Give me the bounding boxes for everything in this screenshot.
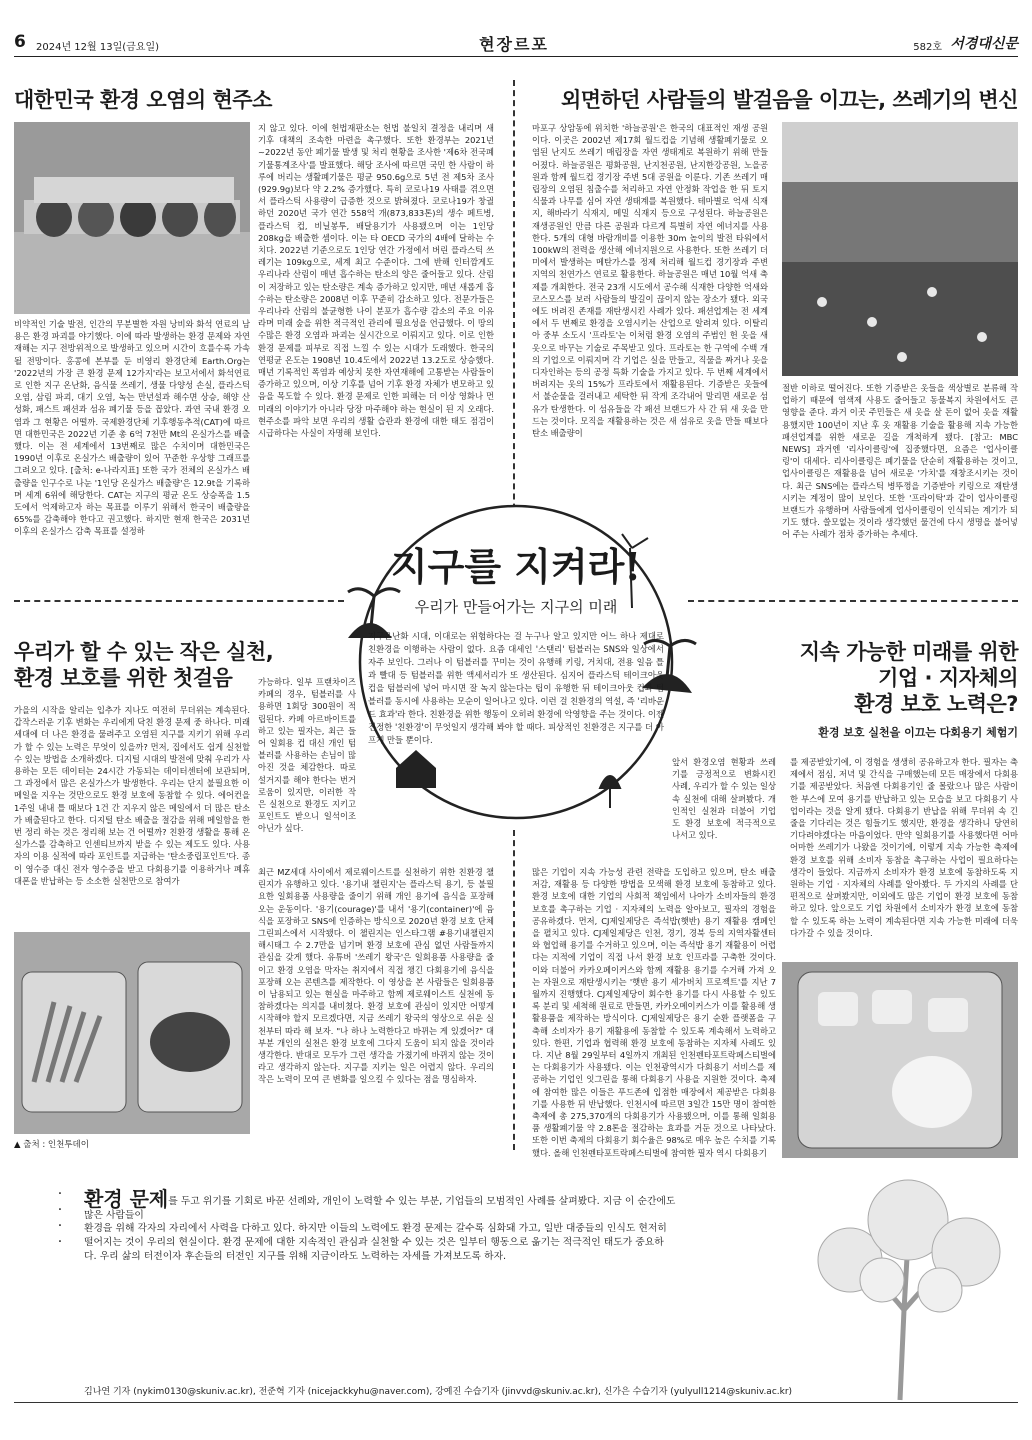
- feature-title: 지구를 지켜라!: [390, 544, 642, 589]
- feature-subtitle: 우리가 만들어가는 지구의 미래: [414, 598, 618, 616]
- article3-text-col2: 최근 MZ세대 사이에서 제로웨이스트를 실천하기 위한 친환경 챌린지가 유행하고 있다. '용기내 챌린지'는 플라스틱 용기, 등 불필요한 일회용품 사용량을 줄이기 위해 개인 용기에 음식을 포장해 오는 운동이다. '용기(courage)'를 내서 '용기(container)'에 음식을 포장하고 SNS에 인증하는 방식으로 2020년 환경 보호 단체 그린피스에서 시작됐다. 이 챌린지는 인스타그램 #용기내챌린지 해시태그 수 2.7만을 넘기며 환경 보호에 관심 없던 사람들까지 관심을 갖게 했다. 유튜버 '쓰레기 왕국'은 일회용품 사용량을 줄이고 환경 오염을 막자는 취지에서 직접 챙긴 다회용기에 음식을 포장해 오는 콘텐츠를 제작한다. 이 영상을 본 사람들은 일회용품이 남용되고 있는 현실을 마주하고 함께 제로웨이스트 실천에 동참하겠다는 의지를 내비쳤다. 환경 보호에 관심이 있지만 어떻게 시작해야 할지 모르겠다면, 지금 쓰레기 왕국의 영상으로 쉬운 실천부터 따라 해 보자. "나 하나 노력한다고 바뀌는 게 있겠어?" 대부분 개인의 실천은 환경 보호에 그다지 도움이 되지 않을 것이라 생각한다. 반대로 모두가 그런 생각을 가졌기에 바뀌지 않는 것이라고 생각하지 않는다. 지구를 지키는 일은 어렵지 않다. 우리의 작은 노력이 모여 큰 변화를 일으킬 수 있다는 점을 명심하자.: [258, 867, 494, 1085]
- closing-lead: [84, 1187, 676, 1223]
- column-divider-bottom: [513, 830, 515, 1150]
- article4-headline-line1: 지속 가능한 미래를 위한: [799, 640, 1018, 664]
- article3-photo-caption: ▲ 출처 : 인천투데이: [14, 1140, 89, 1150]
- article2-photo: [782, 122, 1018, 376]
- closing-lead-word: 환경 문제: [84, 1187, 169, 1211]
- row-divider-right: [688, 600, 1018, 602]
- article4-headline-line3: 환경 보호 노력은?: [854, 692, 1018, 716]
- feature-body: 지구온난화 시대, 이대로는 위험하다는 걸 누구나 알고 있지만 어느 하나 제대로 친환경을 이행하는 사람이 없다. 요즘 대세인 '스탠리' 텀블러는 SNS와 일상에서 자주 보인다. 그러나 이 텀블러를 꾸미는 것이 유행해 키링, 거치대, 전용 일음 틀과 빨대 등 텀블러를 위한 액세서리가 또 생산된다. 심지어 플라스틱 테이크아웃 컵을 텀블러에 넣어 마시면 잘 녹지 않는다는 팁이 유행한 뒤 테이크아웃 컵과 텀블러를 동시에 사용하는 모순이 일어나고 있다. 이런 걸 친환경의 역설, 즉 '리바운드 효과'라 한다. 친환경을 위한 행동이 오히려 환경에 악영향을 주는 것이다. 이젠 진정한 '친환경'이 무엇일지 생각해 봐야 할 때다. 피상적인 친환경은 지구를 더 아프게 만들 뿐이다.: [368, 631, 664, 745]
- article4-text-col1: 많은 기업이 지속 가능성 관련 전략을 도입하고 있으며, 탄소 배출 저감, 재활용 등 다양한 방법을 모색해 환경 보호에 동참하고 있다. 환경 보호에 대한 기업의 사회적 책임에서 나아가 소비자들의 환경 보호를 촉구하는 기업 · 지자체의 노력을 알아보고, 필자의 경험을 공유하겠다. 먼저, CJ제일제당은 즉석밥(햇반) 용기 재활용 캠페인을 펼치고 있다. CJ제일제당은 인천, 경기, 경북 등의 지역자활센터와 협업해 용기를 수거하고 있으며, 이는 즉석밥 용기 재활용이 어렵다는 지적에 기업이 직접 나서 환경 보호 인프라를 구축한 것이다. 이와 더불어 카카오페이커스와 함께 재활용 용기를 수거해 가져 오는 자원으로 재탄생시키는 '햇반 용기 세가버치 프로젝트'를 지난 7월까지 진행했다. CJ제일제당이 회수한 용기를 다시 사용할 수 있도록 분리 및 세척해 원료로 만들면, 카카오메이커스가 이를 활용해 생활용품을 제작하는 방식이다. CJ제일제당은 용기 순환 플랫폼을 구축해 소비자가 용기 재활용에 동참할 수 있도록 계속해서 노력하고 있다. 한편, 기업과 협력해 환경 보호에 동참하는 지자체 사례도 있다. 지난 8월 29일부터 4일까지 개최된 인천펜타포트락페스티벌에는 다회용기가 사용됐다. 이는 인천광역시가 다회용기 서비스를 제공하는 기업인 잇그린을 통해 다회용기 사용을 지원한 것이다. 축제에 참여한 많은 이들은 푸드존에 입점한 매장에서 제공받은 다회용기를 사용한 뒤 반납했다. 인천시에 따르면 3일간 15만 명이 참여한 축제에 총 275,370개의 다회용기가 사용됐으며, 이를 통해 일회용품 생활폐기물 약 2.8톤을 절감하는 효과를 거둔 것으로 나타났다. 또한 이번 축제의 다회용기 회수율은 98%로 매우 높은 수치를 기록했다. 올해 인천펜타포트락페스티벌에 참여한 필자 역시 다회용기: [532, 867, 776, 1158]
- row-divider-left: [14, 600, 344, 602]
- photo-floor: [14, 232, 250, 314]
- flower-2: [867, 317, 877, 327]
- fruit-1: [818, 992, 858, 1026]
- trash-pile: [34, 177, 234, 203]
- flower-3: [927, 287, 937, 297]
- closing-lead-rest: 를 두고 위기를 기회로 바꾼 선례와, 개인이 노력할 수 있는 부분, 기업들의 모범적인 사례를 살펴봤다. 지금 이 순간에도 많은 사람들이: [84, 1196, 676, 1221]
- article3-text-col1: 가을의 시작을 알리는 입추가 지나도 여전히 무더위는 계속된다. 갑작스러운 기후 변화는 우리에게 닥친 환경 문제 중 하나다. 미래 세대에 더 나은 환경을 물려주고 오염된 지구를 지키기 위해 우리가 할 수 있는 노력은 무엇이 있을까? 먼저, 집에서도 쉽게 실천할 수 있는 방법을 소개하겠다. 디지털 시대의 발전에 맞춰 우리가 사용하는 모든 데이터는 24시간 가동되는 데이터센터에 보관되며, 그 과정에서 많은 온실가스가 발생한다. 우리는 단지 불필요한 이메일을 지우는 것만으로도 환경 보호에 동참할 수 있다. 에어컨을 1주일 내내 틀 때보다 1건 간 지우지 않은 메일에서 더 많은 탄소가 배출된다고 한다. 디지털 탄소 배출을 절감을 위해 메일함을 한 번 정리 하는 것은 정리해 보는 건 어떨까? 친환경 생활을 통해 온실가스를 감축하고 인센티브까지 받을 수 있는 제도도 있다. 사용자의 이용 실적에 따라 포인트를 지급하는 '탄소중립포인트'다. 종이 영수증 대신 전자 영수증을 받고 다회용기를 이용하거나 폐휴대폰을 반납하는 등 소소한 실천만으로 참여가: [14, 705, 250, 886]
- flower-1: [817, 297, 827, 307]
- article1-text-col2: 지 않고 있다. 이에 헌법재판소는 헌법 불일치 결정을 내리며 새 기후 대책의 조속한 마련을 촉구했다. 또한 환경부는 2021년~2022년 동안 폐기물 발생 및 처리 현황을 조사한 '제6차 전국폐기물통계조사'를 발표했다. 해당 조사에 따르면 국민 한 사람이 하루에 버리는 생활폐기물은 평균 950.6g으로 5년 전 제5차 조사(929.9g)보다 약 2.2% 증가했다. 특히 코로나19 사태를 겪으면서 플라스틱 사용량이 급증한 것으로 밝혀졌다. 코로나19가 창궐하던 2020년 국가 연간 558억 개(873,833톤)의 생수 페트병, 플라스틱 컵, 비닐봉투, 배달용기가 사용됐으며 이는 1인당 208kg을 배출한 셈이다. 이는 타 OECD 국가의 4배에 달하는 수치다. 2022년 기준으로도 1인당 연간 가정에서 버린 플라스틱 쓰레기는 109kg으로, 세계 최고 수준이다. 그에 반해 인터깜게도 우리나라 산림이 매년 흡수하는 탄소의 양은 줄어들고 있다. 산림이 저장하고 있는 탄소량은 계속 증가하고 있지만, 매년 새롭게 흡수하는 탄소량은 2008년 이후 꾸준히 감소하고 있다. 전문가들은 우리나라 산림의 불균형한 나이 분포가 흡수량 감소의 주요 이유라며 미래 숲을 위한 적극적인 관리에 필요성을 언급했다. 이 땅의 수많은 환경 오염과 파괴는 실시간으로 이뤄지고 있다. 이로 인한 환경 문제를 피부로 직접 느낄 수 있는 시대가 도래했다. 한국의 연평균 온도는 1908년 10.4도에서 2022년 13.2도로 상승했다. 매년 기록적인 폭염과 예상치 못한 자연재해에 고통받는 사람들이 증가하고 있으며, 이상 기후를 넘어 기후 환경 자체가 변모하고 있음을 목도할 수 있다. 환경 문제로 인한 피해는 더 이상 영화나 먼 미래의 이야기가 아니라 당장 마주해야 하는 현실이 된 지 오래다. 현주소를 파악 보면 우리의 생활 습관과 환경에 대한 태도 점검이 시급하다는 사실이 자명해 보인다.: [258, 123, 494, 439]
- fruit-2: [872, 990, 912, 1024]
- article1-headline: 대한민국 환경 오염의 현주소: [14, 88, 272, 112]
- leaf-cluster: [860, 1258, 904, 1302]
- article3-headline-line1: 우리가 할 수 있는 작은 실천,: [14, 640, 274, 664]
- byline: 김나연 기자 (nykim0130@skuniv.ac.kr), 전준혁 기자 (nicejackkyhu@naver.com), 강예진 수습기자 (jinvvd@skuniv.ac.kr), 신가은 수습기자 (yulyull1214@skuniv.ac.kr): [84, 1387, 793, 1397]
- closing-body: 환경을 위해 각자의 자리에서 사력을 다하고 있다. 하지만 이들의 노력에도 환경 문제는 갈수록 심화돼 가고, 일반 대중들의 인식도 현저히 떨어지는 것이 우리의 현실이다. 환경 문제에 대한 지속적인 관심과 실천할 수 있는 것은 일부터 행동으로 옮기는 적극적인 태도가 중요하다. 우리 삶의 터전이자 후손들의 터전인 지구를 위해 지금이라도 노력하는 자세를 가져보도록 하자.: [84, 1223, 667, 1262]
- photo-reeds: [782, 182, 1018, 262]
- article4-text-col2: 를 제공받았기에, 이 경험을 생생히 공유하고자 한다. 필자는 축제에서 점심, 저녁 및 간식을 구매했는데 모든 매장에서 다회용기를 제공받았다. 처음엔 다회용기인 줄 몰랐으나 많은 사람이 한 부스에 모여 용기를 반납하고 있는 모습을 보고 다회용기 사업이라는 것을 알게 됐다. 다회용기 반납을 위해 무더위 속 긴 줄을 기다리는 것은 힘들기도 했지만, 환경을 생각하니 당연히 기다려야겠다는 마음이었다. 만약 일회용기를 사용했다면 어마어마한 쓰레기가 나왔을 것이기에, 이렇게 지속 가능한 축제에 환경 보호를 위해 소비자 동참을 촉구하는 사업이 필요하다는 생각이 들었다. 지금까지 소비자가 환경 보호에 동참하도록 지원하는 기업 · 지자체의 사례를 알아봤다. 두 가지의 사례를 단편적으로 살펴봤지만, 이외에도 많은 기업이 환경 보호에 동참하고 있다. 앞으로도 기업 차원에서 소비자가 환경 보호에 동참할 수 있도록 하는 노력이 계속된다면 지속 가능한 미래에 더욱 다가갈 수 있을 것이다.: [790, 757, 1018, 938]
- article4-headline-line2: 기업 · 지자체의: [878, 666, 1018, 690]
- article2-text-col2: 절반 이하로 떨어진다. 또한 기증받은 옷들을 색상별로 분류해 작업하기 때문에 염색제 사용도 줄어들고 동물복지 차원에서도 큰 영향을 준다. 과거 이곳 주민들은 새 옷을 살 돈이 없어 옷을 재활용했지만 100년이 지난 후 옷 재활용 기술을 활용해 지속 가능한 패션업계를 위한 새로운 길을 개척하게 됐다. [참고: MBC NEWS] 과거엔 '리사이클링'에 집중했다면, 요즘은 '업사이클링'이 대세다. 리사이클링은 폐기물을 단순히 재활용하는 것이고, 업사이클링은 재활용을 넘어 새로운 '가치'를 재창조시키는 것이다. 최근 SNS에는 플라스틱 병뚜껑을 기증받아 키링으로 재탄생시키는 계정이 많이 보인다. 또한 '프라이탁'과 같이 업사이클링 브랜드가 유행하며 사람들에게 업사이클링이 인식되는 계기가 되기도 했다. 쓸모없는 것이라 생각했던 물건에 다시 생명을 불어넣어 주는 사례가 점차 증가하는 추세다.: [782, 383, 1018, 540]
- burger: [150, 1012, 230, 1072]
- article3-photo: [14, 932, 250, 1134]
- article3-headline-line2: 환경 보호를 위한 첫걸음: [14, 666, 233, 690]
- page-header: [14, 30, 1018, 57]
- footer-rule: [14, 1402, 1018, 1403]
- leaf-cluster: [918, 1268, 962, 1312]
- issue-date: 2024년 12월 13일(금요일): [36, 42, 160, 53]
- page-number: 6: [14, 32, 26, 52]
- section-title: 현장르포: [479, 35, 549, 54]
- article4-photo: [782, 962, 1018, 1158]
- tree-illustration-icon: [790, 1160, 1026, 1400]
- issue-number: 582호: [913, 42, 942, 53]
- article2-headline: 외면하던 사람들의 발걸음을 이끄는, 쓰레기의 변신: [560, 88, 1018, 112]
- flower-4: [977, 332, 987, 342]
- article3-text-col2-narrow: 가능하다. 일부 프랜차이즈 카페의 경우, 텀블러를 사용하면 1회당 300원이 적립된다. 카페 아르바이트를 하고 있는 필자는, 최근 들어 일회용 컵 대신 개인 텀블러를 사용하는 손님이 많아진 것을 체감한다. 따로 설거지를 해야 한다는 번거로움이 있지만, 이러한 작은 실천으로 환경도 지키고 포인트도 받으니 일석이조 아닌가 싶다.: [258, 677, 356, 834]
- article4-subhead: 환경 보호 실천을 이끄는 다회용기 체험기: [818, 726, 1018, 739]
- fruit-3: [928, 998, 968, 1032]
- ice-cream: [892, 1056, 972, 1128]
- article2-text-col1: 마포구 상암동에 위치한 '하늘공원'은 한국의 대표적인 재생 공원이다. 이곳은 2002년 제17회 월드컵을 기념해 생활폐기물로 오염된 난지도 쓰레기 매립장을 자연 생태계로 복원하기 위해 만들어졌다. 하늘공원은 평화공원, 난지천공원, 난지한강공원, 노을공원과 함께 월드컵 경기장 주변 5대 공원을 이룬다. 기존 쓰레기 매립장의 오염된 침출수를 처리하고 자연 안정화 작업을 한 뒤 토지 식물과 나무를 심어 자연 생태계를 복원했다. 테마별로 억새 식재지, 해바라기 식재지, 메밀 식재지 등으로 구성된다. 하늘공원은 재생공원인 만큼 다른 공원과 다르게 특별히 자연 에너지를 사용한다. 5개의 대형 바람개비를 이용한 30m 높이의 발전 타워에서 100kW의 전력을 생산해 에너지원으로 사용한다. 또한 쓰레기 더미에서 발생하는 메탄가스를 정제 처리해 월드컵 경기장과 주변 지역의 천연가스 연료로 활용한다. 하늘공원은 매년 10월 억새 축제를 개최한다. 전국 23개 시도에서 공수해 식재한 다양한 억새와 코스모스를 보러 사람들의 발길이 끊이지 않는 장소가 됐다. 외국에도 버려진 존재를 재탄생시킨 사례가 있다. 패션업계는 전 세계에서 두 번째로 환경을 오염시키는 산업으로 알려져 있다. 이탈리아 중부 소도시 '프라토'는 이처럼 환경 오염의 주범인 헌 옷을 새 옷으로 바꾸는 기술로 주목받고 있다. 프라토는 한 구역에 수백 개의 기업으로 이뤄지며 각 기업은 실을 만들고, 직물을 짜거나 옷을 디자인하는 등의 공정 특화 기술을 가지고 있다. 두 번째 세계에서 버려지는 옷의 15%가 프라토에서 재활용된다. 기증받은 옷들에서 불순물을 걸러내고 세탁한 뒤 작게 조각내어 말리면 새로운 섬유가 탄생한다. 이 섬유들을 각 패션 브랜드가 사 간 뒤 새 옷을 만드는 것이다. 모직을 재활용하는 것은 새 섬유로 옷을 만들 때보다 탄소 배출량이: [532, 123, 768, 439]
- article4-text-col1-narrow: 앞서 환경오염 현황과 쓰레기를 긍정적으로 변화시킨 사례, 우리가 할 수 있는 일상 속 실천에 대해 살펴봤다. 개인적인 실천과 더불어 기업도 환경 보호에 적극적으로 나서고 있다.: [672, 757, 776, 841]
- flower-5: [897, 352, 907, 362]
- newspaper-logo: 서경대신문: [950, 36, 1018, 52]
- article1-text-col1: 비약적인 기술 발전, 인간의 무분별한 자원 낭비와 화석 연료의 남용은 환경 파괴를 야기했다. 이에 따라 발생하는 환경 문제와 자연재해는 지구 전방위적으로 발생하고 있으며 시간이 흐를수록 가속될 전망이다. 홍콩에 본부를 둔 비영리 환경단체 Earth.Org는 '2022년의 가장 큰 환경 문제 12가지'라는 보고서에서 화석연료로 인한 지구 온난화, 음식물 쓰레기, 생물 다양성 손실, 플라스틱 오염, 삼림 파괴, 대기 오염, 녹는 만년설과 해수면 상승, 해양 산성화, 패스트 패션과 섬유 폐기물 등을 꼽았다. 과연 국내 환경 오염과 그 현황은 어떨까. 국제환경단체 기후행동추적(CAT)에 따르면 대한민국은 2022년 기준 총 6억 7천만 Mt의 온실가스를 배출했다. 이는 전 세계에서 13번째로 많은 수치이며 대한민국은 1990년 이후로 온실가스 배출량이 있어 꾸준한 우상향 그래프를 그려오고 있다. [출처: e-나라지표] 또한 국가 전체의 온실가스 배출량을 인구수로 나눈 '1인당 온실가스 배출량'은 12.9t을 기록하며 세계 6위에 해당한다. CAT는 지구의 평균 온도 상승폭을 1.5도에서 억제하고자 하는 목표를 이루기 위해서 한국이 배출량을 65%를 감축해야 한다고 권고했다. 하지만 현재 한국은 2031년 이후의 온실가스 감축 목표를 설정하: [14, 319, 250, 537]
- article1-photo: [14, 122, 250, 314]
- decorative-dots: · · · ·: [57, 1186, 69, 1250]
